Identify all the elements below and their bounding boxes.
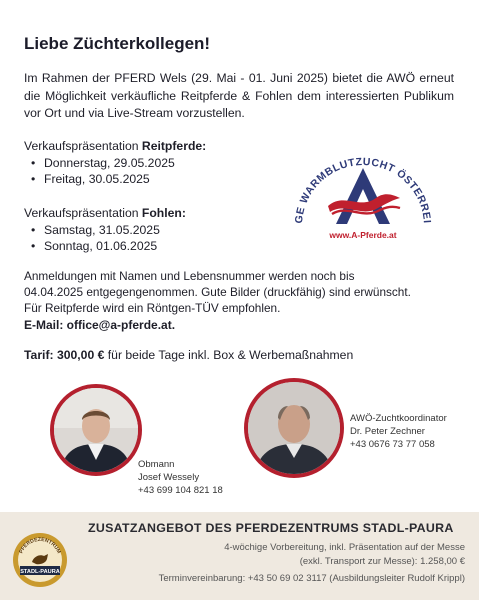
arge-logo: [288, 140, 438, 250]
logo-arc-text: GE WARMBLUTZUCHT ÖSTERREI: [292, 155, 433, 225]
footer-title: ZUSATZANGEBOT DES PFERDEZENTRUMS STADL-PAURA: [88, 521, 454, 535]
person1-avatar-icon: [54, 388, 138, 472]
person2-avatar-icon: [248, 382, 340, 474]
tarif-line: [24, 348, 353, 362]
person2-phone[interactable]: +43 0676 73 77 058: [350, 439, 435, 450]
person2-role: AWÖ-Zuchtkoordinator: [350, 413, 447, 424]
registration-line: Für Reitpferde wird ein Röntgen-TÜV empfohlen.: [24, 301, 281, 315]
list-item: • Donnerstag, 29.05.2025: [28, 155, 175, 171]
footer-line: (exkl. Transport zur Messe): 1.258,00 €: [299, 556, 465, 567]
badge-arc-text: PFERDEZENTRUM: [18, 536, 62, 555]
stadl-paura-badge-icon: [12, 532, 68, 588]
fohlen-label-bold: Fohlen:: [141, 206, 186, 220]
fohlen-label-prefix: Verkaufspräsentation: [24, 206, 142, 220]
person1-role: Obmann: [138, 459, 175, 470]
logo-swoosh-icon: [328, 194, 400, 212]
person2-name: Dr. Peter Zechner: [350, 426, 425, 437]
person1-photo: [50, 384, 142, 476]
registration-line: 04.04.2025 entgegengenommen. Gute Bilder (druckfähig) sind erwünscht.: [24, 285, 411, 299]
list-item: • Freitag, 30.05.2025: [28, 171, 175, 187]
tarif-price: Tarif: 300,00 €: [24, 348, 105, 362]
registration-line: Anmeldungen mit Namen und Lebensnummer werden noch bis: [24, 269, 355, 283]
reitpferde-dates: [28, 155, 175, 187]
logo-url: www.A-Pferde.at: [329, 230, 397, 240]
badge-main-text: STADL-PAURA: [20, 569, 60, 575]
footer-line: Terminvereinbarung: +43 50 69 02 3117 (Ausbildungsleiter Rudolf Krippl): [158, 573, 465, 584]
reitpferde-label-prefix: Verkaufspräsentation: [24, 139, 142, 153]
list-item: • Sonntag, 01.06.2025: [28, 238, 160, 254]
tarif-description: für beide Tage inkl. Box & Werbemaßnahmen: [104, 348, 354, 362]
fohlen-dates: [28, 222, 160, 254]
person2-info: [350, 412, 447, 451]
person2-photo: [244, 378, 344, 478]
person1-name: Josef Wessely: [138, 472, 200, 483]
footer-line: 4-wöchige Vorbereitung, inkl. Präsentation auf der Messe: [224, 542, 465, 553]
reitpferde-label-bold: Reitpferde:: [141, 139, 207, 153]
fohlen-heading: [24, 206, 186, 220]
stadl-paura-badge: [12, 532, 68, 588]
intro-paragraph: Im Rahmen der PFERD Wels (29. Mai - 01. Juni 2025) bietet die AWÖ erneut die Möglichkeit verkäufliche Reitpferde & Fohlen dem interessierten Publikum vor Ort und via Live-Stream vorzustellen.: [24, 71, 454, 120]
email-contact[interactable]: E-Mail: office@a-pferde.at.: [24, 318, 176, 332]
registration-text: [24, 268, 464, 316]
page-title: Liebe Züchterkollegen!: [24, 34, 211, 53]
person1-phone[interactable]: +43 699 104 821 18: [138, 485, 223, 496]
arge-logo-graphic: [288, 140, 438, 250]
reitpferde-heading: [24, 139, 206, 153]
person1-info: [138, 458, 223, 497]
list-item: • Samstag, 31.05.2025: [28, 222, 160, 238]
